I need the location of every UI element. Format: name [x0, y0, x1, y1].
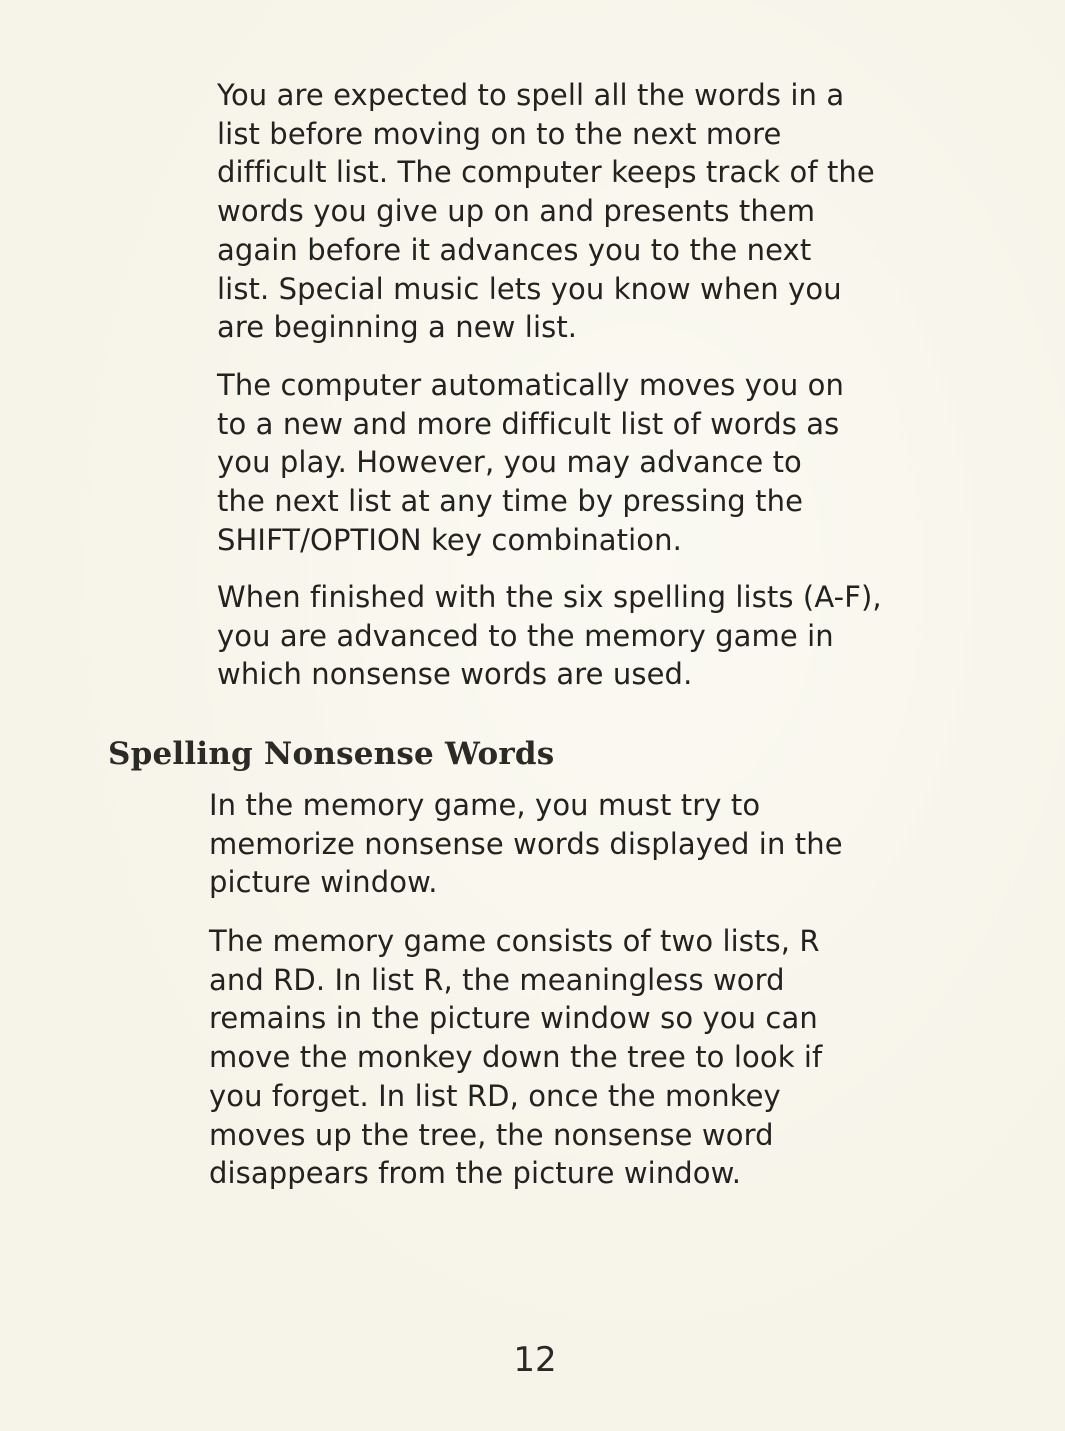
paragraph-memorize-words: In the memory game, you must try to memorize nonsense words displayed in the picture window. [209, 788, 843, 900]
paragraph-memory-lists: The memory game consists of two lists, R and RD. In list R, the meaningless word remains in the picture window so you can move the monkey down the tree to look if you forget. In list RD, once the monkey moves up the tree, the nonsense word disappears from the picture window. [209, 924, 823, 1191]
page-number: 12 [513, 1340, 557, 1380]
section-heading: Spelling Nonsense Words [108, 736, 555, 772]
paragraph-advancing-lists: The computer automatically moves you on to a new and more difficult list of words as you play. However, you may advance to the next list at any time by pressing the SHIFT/OPTION key combination. [217, 368, 845, 557]
paragraph-memory-game-intro: When finished with the six spelling lists (A-F), you are advanced to the memory game in which nonsense words are used. [217, 580, 882, 692]
paragraph-spelling-lists: You are expected to spell all the words in a list before moving on to the next more difficult list. The computer keeps track of the words you give up on and presents them again before it advances you to the next list. Special music lets you know when you are beginning a new list. [217, 78, 875, 345]
